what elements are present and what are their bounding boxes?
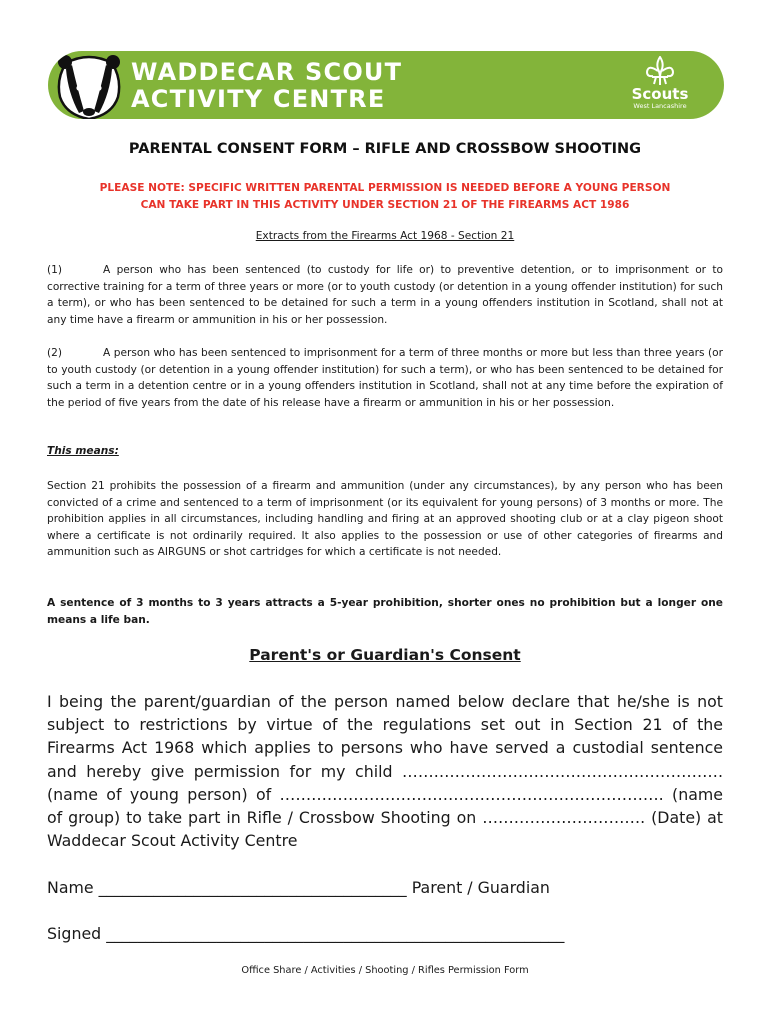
scouts-logo bbox=[620, 56, 700, 116]
section-2-paragraph bbox=[47, 345, 723, 411]
centre-name-line1: WADDECAR SCOUT bbox=[131, 58, 403, 86]
name-label: Name bbox=[47, 878, 94, 897]
section-2-text: A person who has been sentenced to imprisonment for a term of three months or more but less than three years (or to youth custody (or detention in a young offender institution) for such a term), or who has been sentenced to be detained for such a term in a detention centre or in a young offenders institution in Scotland, shall not at any time before the expiration of the period of five years from the date of his release have a firearm or ammunition in his or her possession. bbox=[47, 347, 723, 409]
scouts-logo-text: Scouts bbox=[631, 85, 689, 103]
parental-permission-notice bbox=[60, 180, 710, 213]
section-1-number: (1) bbox=[47, 264, 63, 276]
explanation-paragraph: Section 21 prohibits the possession of a firearm and ammunition (under any circumstances), by any person who has been convicted of a crime and sentenced to a term of imprisonment (or its equivalent for young persons) of 3 months or more. The prohibition applies in all circumstances, including handling and firing at an approved shooting club or at a clay pigeon shoot where a certificate is not ordinarily required. It also applies to the possession or use of other categories of firearms and ammunition such as AIRGUNS or shot cartridges for which a certificate is not needed. bbox=[47, 480, 723, 559]
consent-declaration: I being the parent/guardian of the person named below declare that he/she is not subject to restrictions by virtue of the regulations set out in Section 21 of the Firearms Act 1968 which applies to persons who have served a custodial sentence and hereby give permission for my child ……………………………………………………. (name of young person) of ………………………………………………………………. (name of group) to take part in Rifle / Crossbow Shooting on …………………………. (Date) at Waddecar Scout Activity Centre bbox=[47, 692, 723, 851]
notice-line2: CAN TAKE PART IN THIS ACTIVITY UNDER SECTION 21 OF THE FIREARMS ACT 1986 bbox=[140, 198, 630, 211]
sentence-note: A sentence of 3 months to 3 years attracts a 5-year prohibition, shorter ones no prohibition but a longer one means a life ban. bbox=[47, 597, 723, 626]
notice-line1: PLEASE NOTE: SPECIFIC WRITTEN PARENTAL PERMISSION IS NEEDED BEFORE A YOUNG PERSON bbox=[99, 182, 671, 194]
footer-path: Office Share / Activities / Shooting / Rifles Permission Form bbox=[241, 965, 529, 976]
signed-field-row bbox=[47, 924, 564, 943]
fleur-de-lis-icon bbox=[643, 56, 677, 86]
parent-guardian-label: Parent / Guardian bbox=[411, 878, 550, 897]
page-title: PARENTAL CONSENT FORM – RIFLE AND CROSSBOW SHOOTING bbox=[128, 141, 642, 157]
section-1-paragraph bbox=[47, 262, 723, 328]
section-2-number: (2) bbox=[47, 347, 63, 359]
this-means-heading: This means: bbox=[47, 445, 119, 457]
header-banner bbox=[48, 51, 724, 119]
signature-input-line[interactable]: __________________________________________________________ bbox=[106, 924, 565, 943]
consent-heading: Parent's or Guardian's Consent bbox=[249, 646, 521, 664]
name-input-line[interactable]: _______________________________________ bbox=[98, 878, 407, 897]
badger-logo-icon bbox=[52, 53, 126, 119]
signed-label: Signed bbox=[47, 924, 102, 943]
centre-name bbox=[131, 59, 402, 113]
centre-name-line2: ACTIVITY CENTRE bbox=[131, 85, 386, 113]
name-field-row bbox=[47, 878, 550, 897]
scouts-region: West Lancashire bbox=[633, 102, 687, 110]
extracts-heading: Extracts from the Firearms Act 1968 - Section 21 bbox=[255, 230, 515, 242]
section-1-text: A person who has been sentenced (to custody for life or) to preventive detention, or to imprisonment or to corrective training for a term of three years or more (or to youth custody (or detention in a young offender institution) for such a term), or who has been sentenced to be detained for such a term in a young offenders institution in Scotland, shall not at any time have a firearm or ammunition in his or her possession. bbox=[47, 264, 723, 326]
